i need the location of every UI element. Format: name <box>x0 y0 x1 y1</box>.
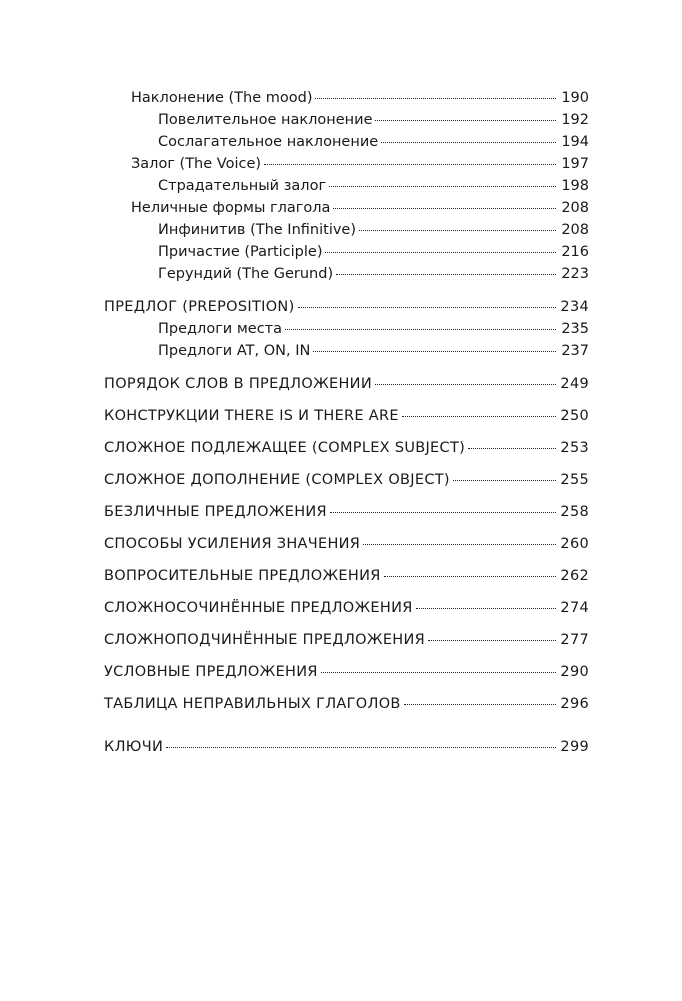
leader-dots <box>416 608 556 609</box>
toc-entry-title: КОНСТРУКЦИИ THERE IS И THERE ARE <box>104 408 399 424</box>
toc-entry[interactable] <box>0 340 682 362</box>
toc-entry[interactable] <box>0 373 682 395</box>
leader-dots <box>336 274 556 275</box>
toc-entry-title: ПРЕДЛОГ (PREPOSITION) <box>104 299 295 315</box>
leader-dots <box>315 98 556 99</box>
toc-entry[interactable] <box>0 153 682 175</box>
toc-entry-page: 258 <box>560 504 589 520</box>
toc-entry-title: Повелительное наклонение <box>158 112 373 128</box>
leader-dots <box>404 704 556 705</box>
leader-dots <box>321 672 556 673</box>
toc-entry-title: Инфинитив (The Infinitive) <box>158 222 357 238</box>
toc-entry-title: КЛЮЧИ <box>104 739 164 755</box>
toc-entry-page: 260 <box>560 536 589 552</box>
leader-dots <box>453 480 556 481</box>
leader-dots <box>285 329 556 330</box>
toc-entry-title: Сослагательное наклонение <box>158 134 379 150</box>
toc-entry[interactable] <box>0 87 682 109</box>
toc-entry-page: 262 <box>560 568 589 584</box>
toc-entry-page: 216 <box>561 244 589 260</box>
toc-entry[interactable] <box>0 197 682 219</box>
toc-entry-page: 299 <box>560 739 589 755</box>
toc-entry-page: 223 <box>561 266 589 282</box>
toc-entry[interactable] <box>0 175 682 197</box>
toc-entry-page: 198 <box>561 178 589 194</box>
toc-entry-title: Предлоги AT, ON, IN <box>158 343 311 359</box>
leader-dots <box>330 512 556 513</box>
toc-entry-title: СЛОЖНОЕ ДОПОЛНЕНИЕ (COMPLEX OBJECT) <box>104 472 450 488</box>
toc-entry-page: 255 <box>560 472 589 488</box>
toc-entry-page: 250 <box>560 408 589 424</box>
toc-entry-page: 197 <box>561 156 589 172</box>
leader-dots <box>264 164 556 165</box>
toc-entry-title: Герундий (The Gerund) <box>158 266 334 282</box>
toc-entry-page: 290 <box>560 664 589 680</box>
toc-entry[interactable] <box>0 565 682 587</box>
leader-dots <box>325 252 556 253</box>
leader-dots <box>166 747 556 748</box>
toc-entry[interactable] <box>0 437 682 459</box>
toc-entry[interactable] <box>0 469 682 491</box>
toc-entry[interactable] <box>0 296 682 318</box>
leader-dots <box>428 640 556 641</box>
toc-entry-title: СЛОЖНОСОЧИНЁННЫЕ ПРЕДЛОЖЕНИЯ <box>104 600 413 616</box>
toc-entry-page: 237 <box>561 343 589 359</box>
leader-dots <box>313 351 556 352</box>
toc-entry-title: Предлоги места <box>158 321 283 337</box>
toc-entry-page: 249 <box>560 376 589 392</box>
leader-dots <box>329 186 556 187</box>
toc-entry[interactable] <box>0 597 682 619</box>
toc-entry[interactable] <box>0 693 682 715</box>
toc-entry[interactable] <box>0 109 682 131</box>
toc-entry-title: Причастие (Participle) <box>158 244 323 260</box>
toc-entry-page: 277 <box>560 632 589 648</box>
toc-entry-title: ТАБЛИЦА НЕПРАВИЛЬНЫХ ГЛАГОЛОВ <box>104 696 401 712</box>
toc-entry[interactable] <box>0 661 682 683</box>
leader-dots <box>298 307 556 308</box>
leader-dots <box>375 120 556 121</box>
toc-entry[interactable] <box>0 533 682 555</box>
leader-dots <box>384 576 556 577</box>
toc-entry-title: БЕЗЛИЧНЫЕ ПРЕДЛОЖЕНИЯ <box>104 504 327 520</box>
toc-entry-title: Наклонение (The mood) <box>131 90 313 106</box>
leader-dots <box>375 384 556 385</box>
toc-entry-page: 208 <box>561 200 589 216</box>
toc-entry-page: 253 <box>560 440 589 456</box>
leader-dots <box>363 544 556 545</box>
toc-entry-page: 235 <box>561 321 589 337</box>
toc-entry[interactable] <box>0 131 682 153</box>
toc-entry[interactable] <box>0 318 682 340</box>
toc-entry-page: 192 <box>561 112 589 128</box>
toc-entry-page: 194 <box>561 134 589 150</box>
toc-entry-page: 190 <box>561 90 589 106</box>
toc-entry-title: СПОСОБЫ УСИЛЕНИЯ ЗНАЧЕНИЯ <box>104 536 361 552</box>
toc-entry-page: 296 <box>560 696 589 712</box>
toc-entry[interactable] <box>0 629 682 651</box>
toc-entry[interactable] <box>0 736 682 758</box>
leader-dots <box>402 416 556 417</box>
toc-entry[interactable] <box>0 501 682 523</box>
toc-entry-title: СЛОЖНОПОДЧИНЁННЫЕ ПРЕДЛОЖЕНИЯ <box>104 632 426 648</box>
toc-entry-title: УСЛОВНЫЕ ПРЕДЛОЖЕНИЯ <box>104 664 318 680</box>
toc-entry[interactable] <box>0 241 682 263</box>
toc-entry-title: СЛОЖНОЕ ПОДЛЕЖАЩЕЕ (COMPLEX SUBJECT) <box>104 440 466 456</box>
toc-entry[interactable] <box>0 263 682 285</box>
toc-entry-page: 208 <box>561 222 589 238</box>
leader-dots <box>381 142 556 143</box>
leader-dots <box>333 208 556 209</box>
leader-dots <box>468 448 556 449</box>
toc-entry-title: ВОПРОСИТЕЛЬНЫЕ ПРЕДЛОЖЕНИЯ <box>104 568 381 584</box>
toc-entry-title: Страдательный залог <box>158 178 327 194</box>
toc-entry-page: 234 <box>560 299 589 315</box>
toc-entry-page: 274 <box>560 600 589 616</box>
toc-entry-title: ПОРЯДОК СЛОВ В ПРЕДЛОЖЕНИИ <box>104 376 372 392</box>
toc-entry[interactable] <box>0 405 682 427</box>
toc-entry-title: Залог (The Voice) <box>131 156 262 172</box>
leader-dots <box>359 230 556 231</box>
toc-entry-title: Неличные формы глагола <box>131 200 331 216</box>
toc-entry[interactable] <box>0 219 682 241</box>
